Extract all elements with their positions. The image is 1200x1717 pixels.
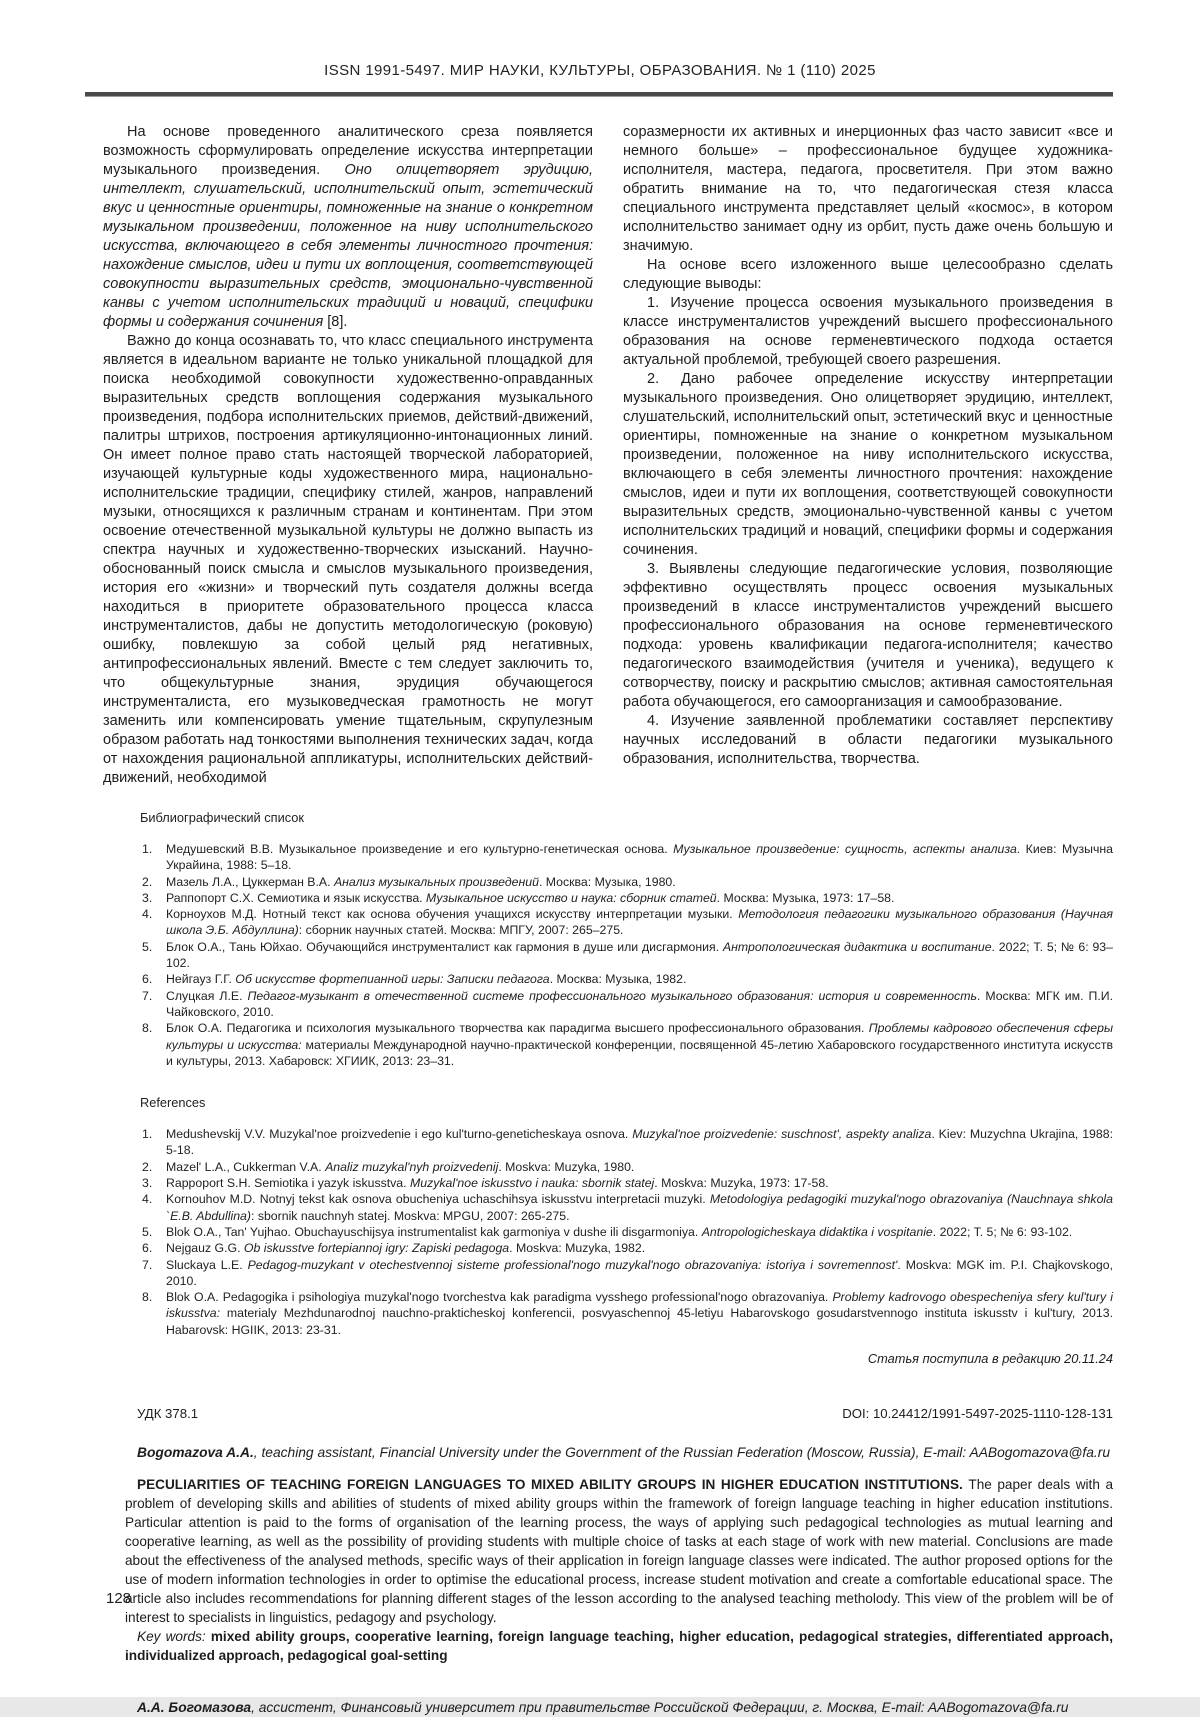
page-number: 128: [106, 1590, 132, 1607]
udk-code: УДК 378.1: [137, 1406, 199, 1422]
reference-item: Rappoport S.H. Semiotika i yazyk iskusstva. Muzykal'noe iskusstvo i nauka: sbornik statej. Moskva: Muzyka, 1973: 17-58.: [166, 1176, 829, 1191]
bibliography-item: Мазель Л.А., Цуккерман В.А. Анализ музыкальных произведений. Москва: Музыка, 1980.: [166, 874, 676, 889]
bibliography-list: [140, 841, 1113, 1069]
bibliography-heading: Библиографический список: [140, 810, 304, 825]
abstract-text: PECULIARITIES OF TEACHING FOREIGN LANGUAGES TO MIXED ABILITY GROUPS IN HIGHER EDUCATION INSTITUTIONS. The paper deals with a problem of developing skills and abilities of students of mixed ability groups within the framework of foreign language teaching in higher education institutions. Particular attention is paid to the forms of organisation of the learning process, the ways of applying such pedagogical technologies as mutual learning and cooperative learning, as well as the possibility of providing students with multiple choice of tasks at each stage of work with new material. Conclusions are made about the effectiveness of the analysed methods, specific ways of their application in foreign language classes were indicated. The author proposed options for the use of modern information technologies in order to optimise the educational process, increase student motivation and create a comfortable educational space. The article also includes recommendations for planning different stages of the lesson according to the analysed teaching metholody. This view of the problem will be of interest to specialists in linguistics, pedagogy and psychology.: [125, 1477, 1114, 1626]
received-note: Статья поступила в редакцию 20.11.24: [867, 1351, 1113, 1367]
abstract-block: [125, 1475, 1113, 1665]
bibliography-item: Нейгауз Г.Г. Об искусстве фортепианной игры: Записки педагога. Москва: Музыка, 1982.: [166, 972, 687, 987]
page-content: [0, 123, 1200, 1717]
reference-item: Mazel' L.A., Cukkerman V.A. Analiz muzykal'nyh proizvedenij. Moskva: Muzyka, 1980.: [166, 1159, 635, 1174]
article-paragraph: Важно до конца осознавать то, что класс специального инструмента является в идеальном варианте не только уникальной площадкой для поиска необходимой совокупности художественно-оправданных выразительных средств воплощения содержания музыкального произведения, подбора исполнительских приемов, действий-движений, палитры штрихов, построения артикуляционно-интонационных линий. Он имеет полное право стать настоящей творческой лабораторией, изучающей культурные коды художественного мира, национально-исполнительские традиции, специфику стилей, жанров, направлений музыки, относящихся к различным странам и континентам. При этом освоение отечественной музыкальной культуры не должно выпасть из спектра научных и художественно-творческих изысканий. Научно-обоснованный поиск смысла и смыслов музыкального произведения, история его «жизни» и творческий путь создателя должны всегда находиться в приоритете образовательного процесса класса инструменталистов, дабы не допустить методологическую (роковую) ошибку, повлекшую за собой целый ряд негативных, антипрофессиональных явлений. Вместе с тем следует заключить то, что общекультурные знания, эрудиция обучающегося инструменталиста, его музыковедческая грамотность не могут заменить или компенсировать умение тщательным, скрупулезным образом работать над тонкостями выполнения технических задач, когда от нахождения рациональной аппликатуры, исполнительских действий-движений, необходимой: [103, 333, 593, 786]
article-conclusion-3: 3. Выявлены следующие педагогические условия, позволяющие эффективно осуществлять процесс освоения музыкальных произведений в классе инструменталистов учреждений высшего профессионального образования на основе герменевтического подхода: уровень квалификации педагога-исполнителя; качество педагогического взаимодействия (учителя и ученика), ведущего к сотворчеству, поиску и раскрытию смыслов; активная самостоятельная работа обучающегося, его самоорганизация и самообразование.: [623, 561, 1113, 710]
article-paragraph: На основе всего изложенного выше целесообразно сделать следующие выводы:: [623, 257, 1113, 292]
reference-item: Medushevskij V.V. Muzykal'noe proizvedenie i ego kul'turno-geneticheskaya osnova. Muzykal'noe proizvedenie: suschnost', aspekty analiza. Kiev: Muzychna Ukrajina, 1988: 5-18.: [166, 1127, 1113, 1158]
bibliography-item: Блок О.А. Педагогика и психология музыкального творчества как парадигма высшего профессионального образования. Проблемы кадрового обеспечения сферы культуры и искусства: материалы Международной научно-практической конференции, посвященной 45-летию Хабаровского государственного института искусств и культуры, 2013. Хабаровск: ХГИИК, 2013: 23–31.: [166, 1021, 1114, 1068]
article-paragraph: На основе проведенного аналитического среза появляется возможность сформулировать определение искусства интерпретации музыкального произведения. Оно олицетворяет эрудицию, интеллект, слушательский, исполнительский опыт, эстетический вкус и ценностные ориентиры, помноженные на знание о конкретном музыкальном произведении, положенное на ниву исполнительского искусства, включающего в себя элементы личностного прочтения: нахождение смыслов, идеи и пути их воплощения, соответствующей совокупности выразительных средств, эмоционально-чувственной канвы с учетом исполнительских традиций и новаций, специфики формы и содержания сочинения [8].: [103, 124, 593, 330]
references-list: [140, 1126, 1113, 1338]
udk-doi-row: [137, 1406, 1113, 1421]
reference-item: Blok O.A. Pedagogika i psihologiya muzykal'nogo tvorchestva kak paradigma vysshego professional'nogo obrazovaniya. Problemy kadrovogo obespecheniya sfery kul'tury i iskusstva: materialy Mezhdunarodnoj nauchno-prakticheskoj konferencii, posvyaschennoj 45-letiyu Habarovskogo gosudarstvennogo instituta iskusstv i kul'tury, 2013. Habarovsk: HGIIK, 2013: 23-31.: [166, 1290, 1113, 1337]
author-affiliation-ru: А.А. Богомазова, ассистент, Финансовый университет при правительстве Российской Федерации, г. Москва, E-mail: AABogomazova@fa.ru: [137, 1700, 1069, 1716]
article-conclusion-4: 4. Изучение заявленной проблематики составляет перспективу научных исследований в области педагогики музыкального образования, исполнительства, творчества.: [623, 713, 1113, 767]
bibliography-item: Раппопорт С.Х. Семиотика и язык искусства. Музыкальное искусство и наука: сборник статей. Москва: Музыка, 1973: 17–58.: [166, 890, 895, 905]
header-rule: [85, 92, 1113, 97]
references-heading: References: [140, 1095, 206, 1111]
reference-item: Blok O.A., Tan' Yujhao. Obuchayuschijsya instrumentalist kak garmoniya v dushe ili disgarmoniya. Antropologicheskaya didaktika i vospitanie. 2022; T. 5; № 6: 93-102.: [166, 1224, 1073, 1239]
journal-header: ISSN 1991-5497. МИР НАУКИ, КУЛЬТУРЫ, ОБРАЗОВАНИЯ. № 1 (110) 2025: [324, 62, 876, 79]
bibliography-item: Блок О.А., Тань Юйхао. Обучающийся инструменталист как гармония в душе или дисгармония. Антропологическая дидактика и воспитание. 2022; Т. 5; № 6: 93–102.: [166, 939, 1113, 971]
bibliography-item: Корноухов М.Д. Нотный текст как основа обучения учащихся искусству интерпретации музыки. Методология педагогики музыкального образования (Научная школа Э.Б. Абдуллина): сборник научных статей. Москва: МПГУ, 2007: 265–275.: [166, 907, 1113, 938]
reference-item: Sluckaya L.E. Pedagog-muzykant v otechestvennoj sisteme professional'nogo muzykal'nogo obrazovaniya: istoriya i sovremennost'. Moskva: MGK im. P.I. Chajkovskogo, 2010.: [166, 1257, 1114, 1288]
reference-item: Kornouhov M.D. Notnyj tekst kak osnova obucheniya uchaschihsya iskusstvu interpretacii muzyki. Metodologiya pedagogiki muzykal'nogo obrazovaniya (Nauchnaya shkola `E.B. Abdullina): sbornik nauchnyh statej. Moskva: MPGU, 2007: 265-275.: [166, 1192, 1113, 1223]
keywords: Key words: mixed ability groups, cooperative learning, foreign language teaching, higher education, pedagogical strategies, differentiated approach, individualized approach, pedagogical goal-setting: [125, 1629, 1113, 1664]
bibliography-item: Слуцкая Л.Е. Педагог-музыкант в отечественной системе профессионального музыкального образования: история и современность. Москва: МГК им. П.И. Чайковского, 2010.: [166, 988, 1113, 1019]
article-column-left: [103, 123, 593, 788]
article-conclusion-2: 2. Дано рабочее определение искусству интерпретации музыкального произведения. Оно олицетворяет эрудицию, интеллект, слушательский, исполнительский опыт, эстетический вкус и ценностные ориентиры, помноженные на знание о конкретном музыкальном произведении, положенное на ниву исполнительского искусства, включающего в себя элементы личностного прочтения: нахождение смыслов, идеи и пути их воплощения, соответствующей совокупности выразительных средств, эмоционально-чувственной канвы с учетом исполнительских традиций и новаций, специфики формы и содержания сочинения.: [623, 371, 1113, 558]
doi-code: DOI: 10.24412/1991-5497-2025-1110-128-131: [842, 1406, 1113, 1422]
reference-item: Nejgauz G.G. Ob iskusstve fortepiannoj igry: Zapiski pedagoga. Moskva: Muzyka, 1982.: [166, 1241, 646, 1256]
article-body: [103, 123, 1113, 788]
article-paragraph: соразмерности их активных и инерционных фаз часто зависит «все и немного больше» – профессиональное будущее художника-исполнителя, мастера, педагога, просветителя. При этом важно обратить внимание на то, что педагогическая стезя класса специального инструмента представляет целый «космос», в котором исполнительство занимает одну из орбит, пусть даже очень большую и значимую.: [623, 124, 1113, 254]
article-conclusion-1: 1. Изучение процесса освоения музыкального произведения в классе инструменталистов учреждений высшего профессионального образования на основе герменевтического подхода остается актуальной проблемой, требующей своего разрешения.: [623, 295, 1113, 368]
bibliography-item: Медушевский В.В. Музыкальное произведение и его культурно-генетическая основа. Музыкальное произведение: сущность, аспекты анализа. Киев: Музычна Украйина, 1988: 5–18.: [166, 842, 1113, 873]
author-affiliation-en: Bogomazova A.A., teaching assistant, Financial University under the Government of the Russian Federation (Moscow, Russia), E-mail: AABogomazova@fa.ru: [137, 1445, 1111, 1461]
article-column-right: [623, 123, 1113, 788]
